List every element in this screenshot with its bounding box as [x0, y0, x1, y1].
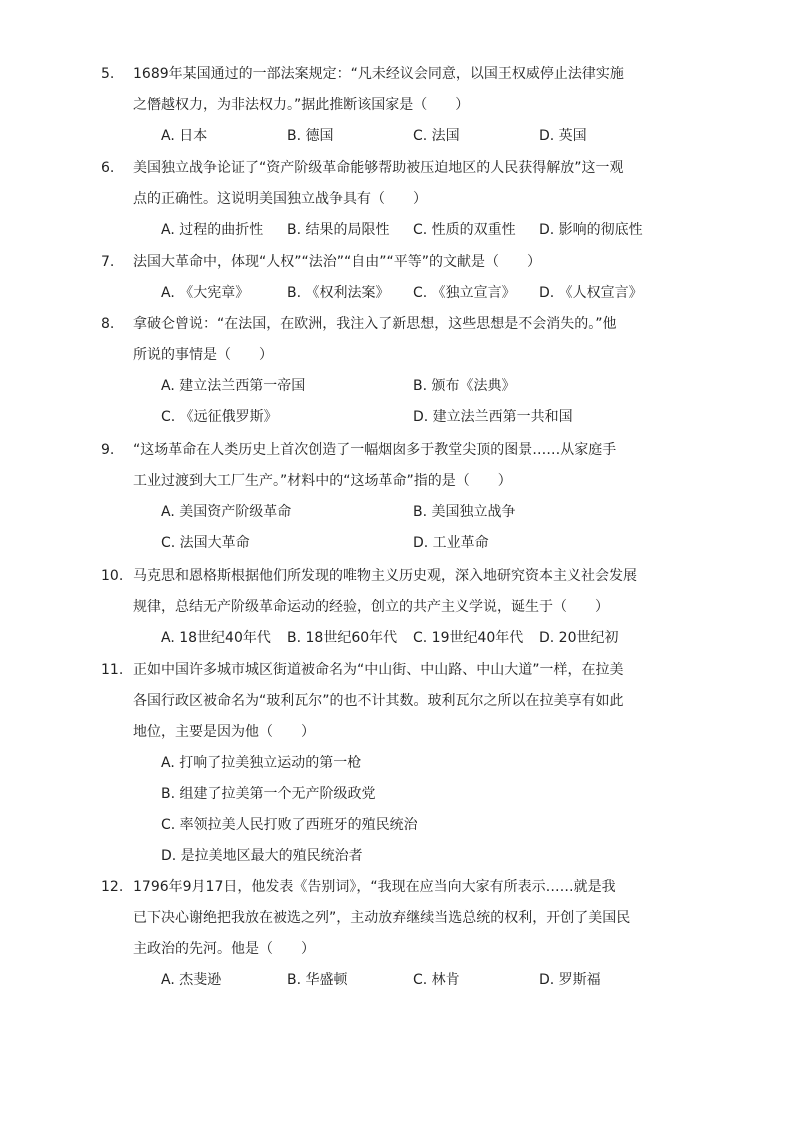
question-number: 10.	[101, 568, 124, 584]
option-c[interactable]: C. 性质的双重性	[413, 222, 516, 238]
question-line: 8. 拿破仑曾说：“在法国，在欧洲，我注入了新思想，这些思想是不会消失的。”他	[133, 309, 673, 340]
question-8	[101, 309, 673, 433]
option-d[interactable]: D. 是拉美地区最大的殖民统治者	[161, 848, 363, 864]
option-d[interactable]: D. 影响的彻底性	[539, 222, 643, 238]
option-b[interactable]: B. 华盛顿	[287, 972, 348, 988]
option-c[interactable]: C. 《独立宣言》	[413, 285, 516, 301]
option-b[interactable]: B. 美国独立战争	[413, 504, 516, 520]
option-c[interactable]: C. 率领拉美人民打败了西班牙的殖民统治	[161, 817, 418, 833]
question-number: 12.	[101, 879, 124, 895]
question-number: 5.	[101, 66, 115, 82]
question-line: 规律，总结无产阶级革命运动的经验，创立的共产主义学说，诞生于（ ）	[133, 599, 609, 615]
question-11	[101, 655, 673, 872]
option-a[interactable]: A. 《大宪章》	[161, 285, 250, 301]
option-b[interactable]: B. 德国	[287, 128, 334, 144]
question-number: 7.	[101, 254, 115, 270]
question-9	[101, 435, 673, 559]
option-c[interactable]: C. 19世纪40年代	[413, 630, 524, 646]
question-line: 工业过渡到大工厂生产。”材料中的“这场革命”指的是（ ）	[133, 473, 512, 489]
option-d[interactable]: D. 《人权宣言》	[539, 285, 643, 301]
option-c[interactable]: C. 法国大革命	[161, 535, 250, 551]
options-row	[133, 121, 673, 152]
option-d[interactable]: D. 罗斯福	[539, 972, 601, 988]
option-a[interactable]: A. 日本	[161, 128, 208, 144]
options-row	[133, 402, 673, 433]
option-b[interactable]: B. 组建了拉美第一个无产阶级政党	[161, 786, 376, 802]
option-d[interactable]: D. 工业革命	[413, 535, 489, 551]
option-d[interactable]: D. 英国	[539, 128, 587, 144]
option-b[interactable]: B. 《权利法案》	[287, 285, 390, 301]
option-d[interactable]: D. 20世纪初	[539, 630, 619, 646]
options-row	[133, 528, 673, 559]
option-a[interactable]: A. 18世纪40年代	[161, 630, 271, 646]
option-a[interactable]: A. 打响了拉美独立运动的第一枪	[161, 755, 362, 771]
question-number: 6.	[101, 160, 115, 176]
question-10	[101, 561, 673, 654]
question-line: 12. 1796年9月17日，他发表《告别词》，“我现在应当向大家有所表示……就是我	[133, 872, 673, 903]
question-line: 已下决心谢绝把我放在被选之列”，主动放弃继续当选总统的权利，开创了美国民	[133, 910, 631, 926]
option-a[interactable]: A. 美国资产阶级革命	[161, 504, 292, 520]
options-row	[133, 623, 673, 654]
options-row	[133, 278, 673, 309]
question-line: 点的正确性。这说明美国独立战争具有（ ）	[133, 191, 427, 207]
question-line: 9. “这场革命在人类历史上首次创造了一幅烟囱多于教堂尖顶的图景……从家庭手	[133, 435, 673, 466]
question-line: 地位，主要是因为他（ ）	[133, 724, 315, 740]
question-line: 各国行政区被命名为“玻利瓦尔”的也不计其数。玻利瓦尔之所以在拉美享有如此	[133, 693, 624, 709]
question-7	[101, 247, 673, 309]
option-a[interactable]: A. 建立法兰西第一帝国	[161, 378, 306, 394]
option-a[interactable]: A. 过程的曲折性	[161, 222, 264, 238]
question-line: 之僭越权力，为非法权力。”据此推断该国家是（ ）	[133, 97, 470, 113]
options-row	[133, 965, 673, 996]
option-b[interactable]: B. 结果的局限性	[287, 222, 390, 238]
options-row	[133, 215, 673, 246]
question-line: 6. 美国独立战争论证了“资产阶级革命能够帮助被压迫地区的人民获得解放”这一观	[133, 153, 673, 184]
question-number: 9.	[101, 442, 115, 458]
question-line: 主政治的先河。他是（ ）	[133, 941, 315, 957]
option-b[interactable]: B. 18世纪60年代	[287, 630, 398, 646]
options-row	[133, 371, 673, 402]
option-d[interactable]: D. 建立法兰西第一共和国	[413, 409, 573, 425]
question-line: 10. 马克思和恩格斯根据他们所发现的唯物主义历史观，深入地研究资本主义社会发展	[133, 561, 673, 592]
question-12	[101, 872, 673, 996]
question-number: 11.	[101, 662, 124, 678]
question-line: 5. 1689年某国通过的一部法案规定：“凡未经议会同意，以国王权威停止法律实施	[133, 59, 673, 90]
options-row	[133, 497, 673, 528]
option-c[interactable]: C. 法国	[413, 128, 460, 144]
option-c[interactable]: C. 《远征俄罗斯》	[161, 409, 278, 425]
question-line: 所说的事情是（ ）	[133, 347, 273, 363]
question-5	[101, 59, 673, 152]
question-6	[101, 153, 673, 246]
question-number: 8.	[101, 316, 115, 332]
option-b[interactable]: B. 颁布《法典》	[413, 378, 516, 394]
option-c[interactable]: C. 林肯	[413, 972, 460, 988]
option-a[interactable]: A. 杰斐逊	[161, 972, 222, 988]
question-line: 11. 正如中国许多城市城区街道被命名为“中山街、中山路、中山大道”一样，在拉美	[133, 655, 673, 686]
question-line: 7. 法国大革命中，体现“人权”“法治”“自由”“平等”的文献是（ ）	[133, 247, 673, 278]
